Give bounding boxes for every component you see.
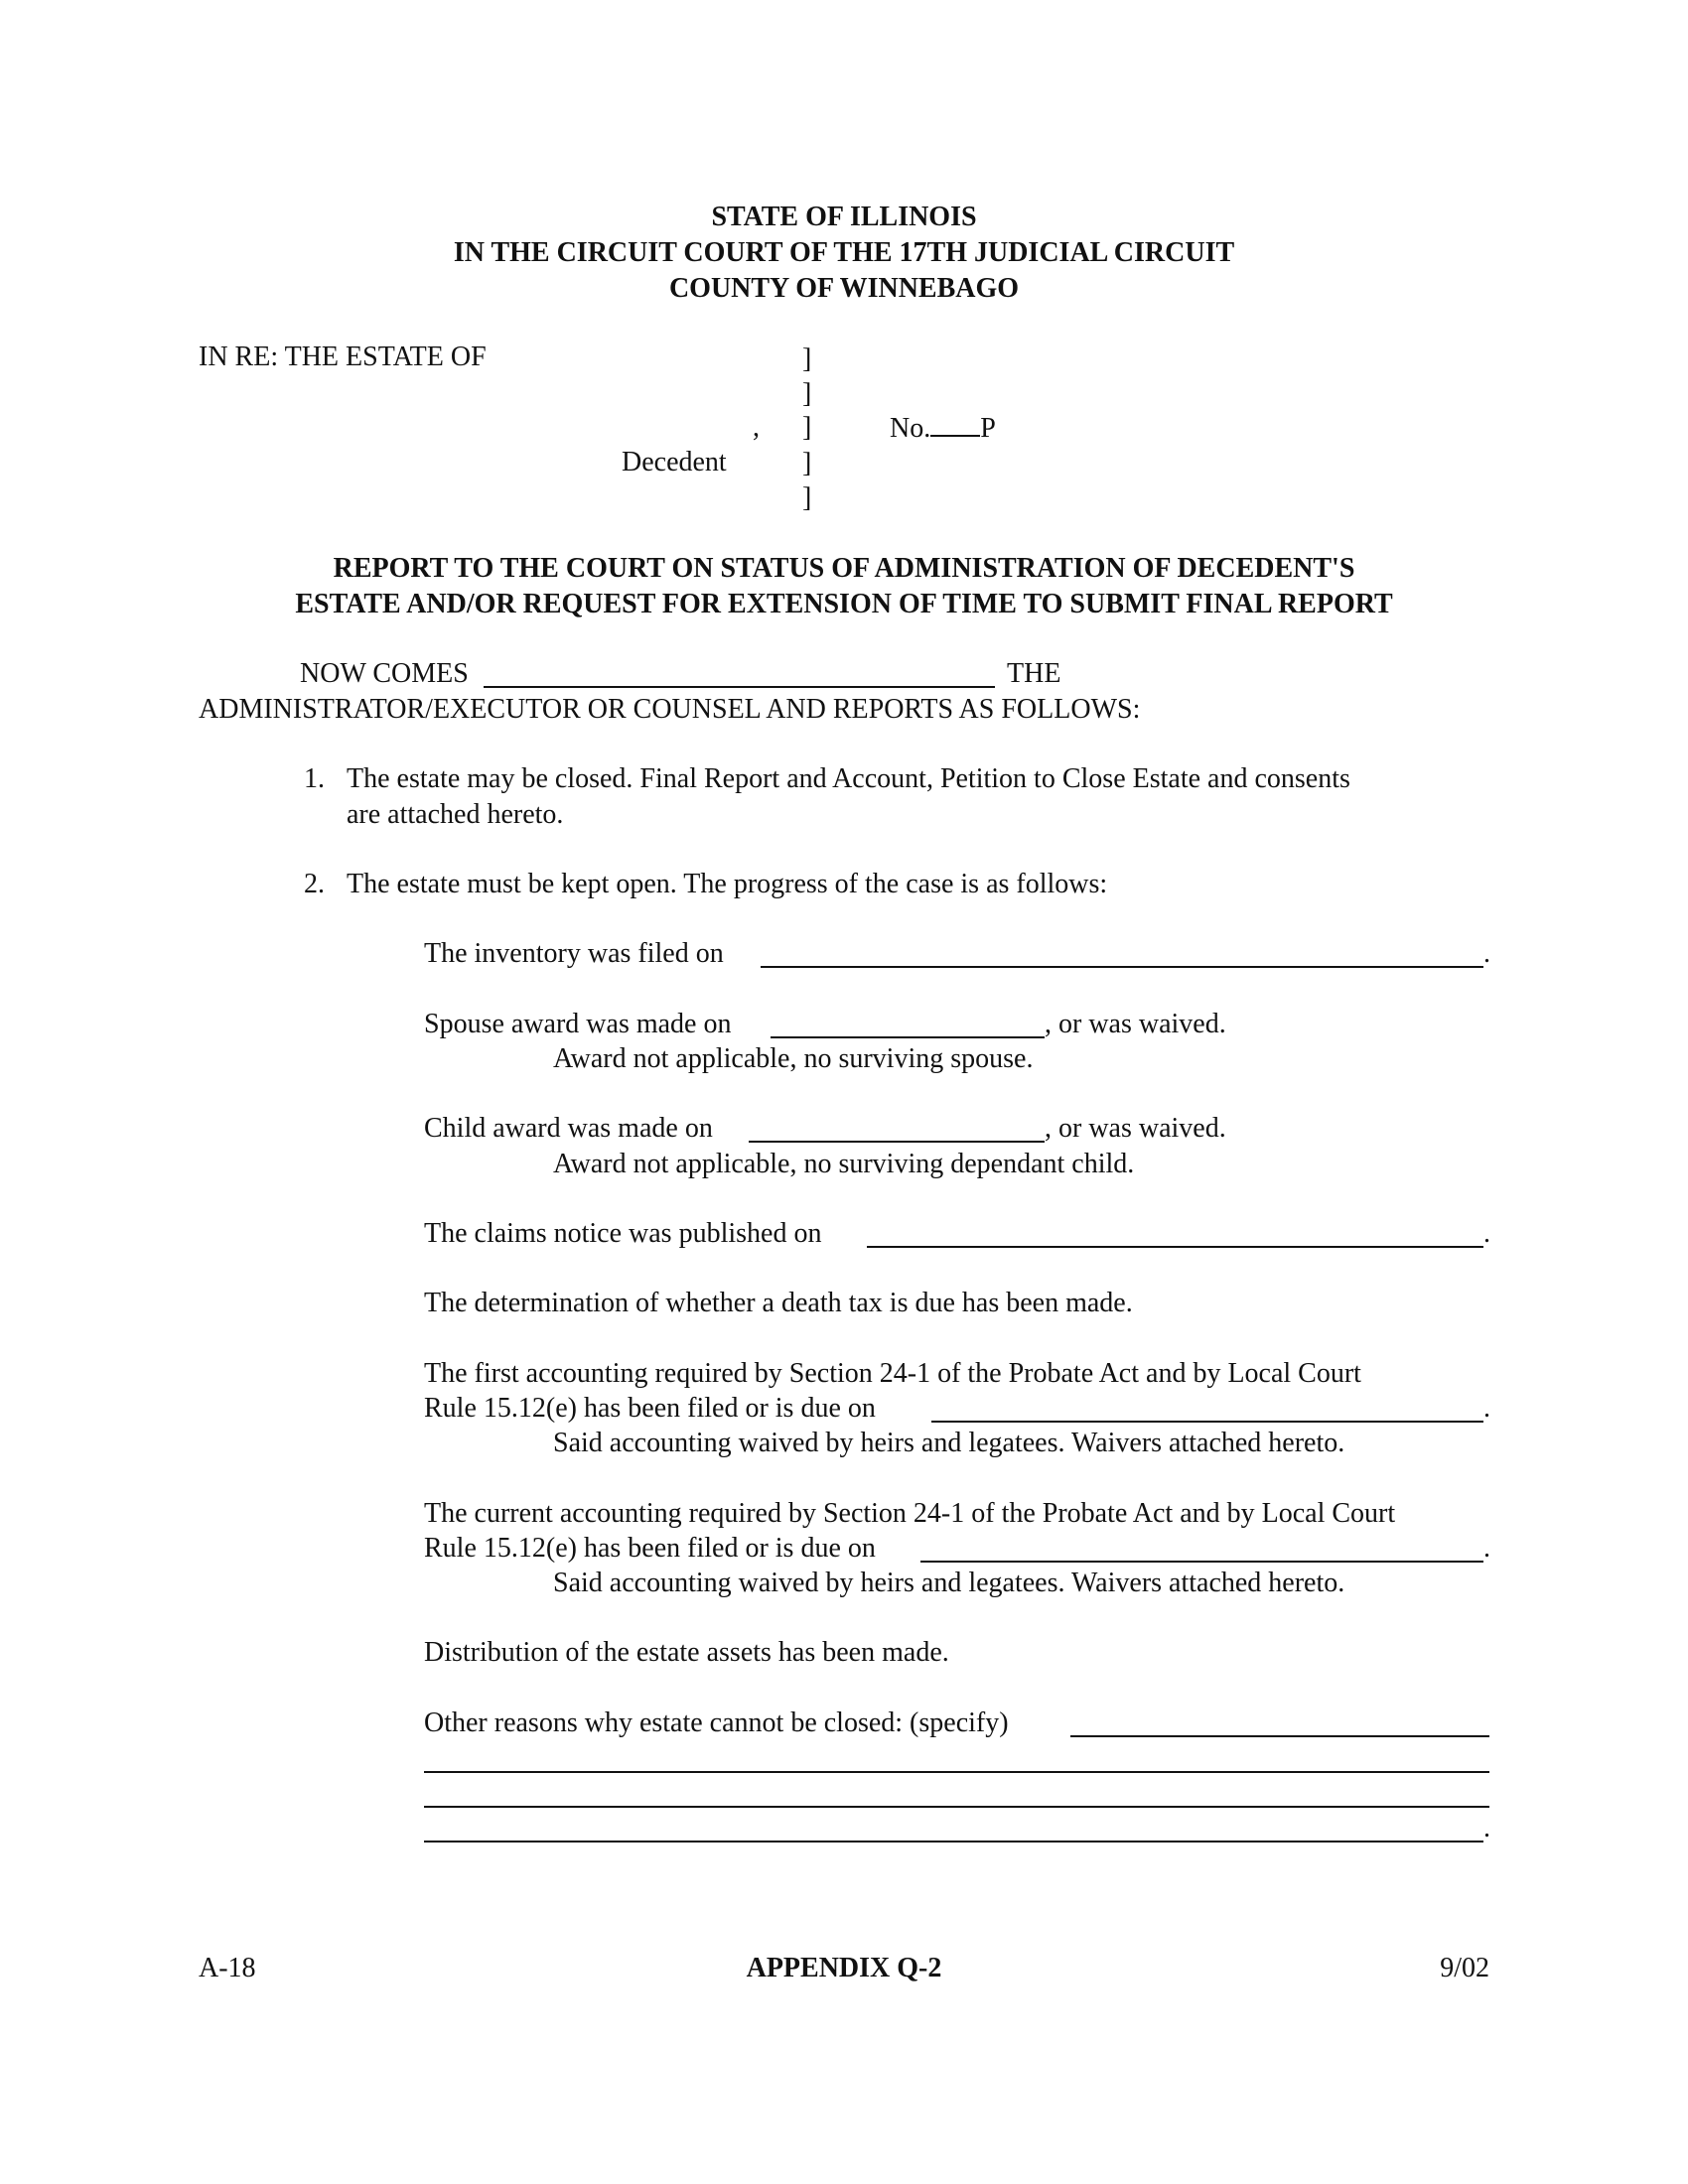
spouse-award-date-field[interactable] [771,1036,1045,1038]
bracket-4: ] [802,448,812,478]
item-2-number: 2. [304,869,325,899]
header-court: IN THE CIRCUIT COURT OF THE 17TH JUDICIAL CIRCUIT [453,237,1235,268]
death-tax-text: The determination of whether a death tax is due has been made. [424,1288,1133,1318]
bracket-5: ] [802,482,812,513]
other-reasons-field-4[interactable] [424,1841,1483,1843]
current-accounting-period: . [1483,1533,1490,1564]
title-line-2: ESTATE AND/OR REQUEST FOR EXTENSION OF TIME TO SUBMIT FINAL REPORT [295,589,1393,619]
footer-date: 9/02 [1440,1953,1489,1983]
spouse-or-waived: , or was waived. [1045,1009,1226,1039]
other-reasons-field-2[interactable] [424,1771,1489,1773]
child-award-label: Child award was made on [424,1113,713,1144]
distribution-text: Distribution of the estate assets has been made. [424,1637,949,1668]
case-number [890,411,996,446]
inventory-label: The inventory was filed on [424,938,724,969]
bracket-1: ] [802,343,812,374]
child-not-applicable: Award not applicable, no surviving dependant child. [553,1149,1135,1179]
other-reasons-label: Other reasons why estate cannot be closed: (specify) [424,1707,1009,1738]
now-comes-label: NOW COMES [300,658,469,689]
item-2-text: The estate must be kept open. The progress of the case is as follows: [347,869,1108,899]
decedent-label: Decedent [622,447,727,478]
current-accounting-line-2: Rule 15.12(e) has been filed or is due on [424,1533,876,1564]
in-re-label: IN RE: THE ESTATE OF [199,341,487,372]
the-label: THE [1007,658,1061,689]
first-accounting-period: . [1483,1393,1490,1424]
other-reasons-period: . [1483,1813,1490,1843]
item-1-number: 1. [304,763,325,794]
now-comes-field[interactable] [484,686,995,688]
footer-page-code: A-18 [199,1953,256,1983]
other-reasons-field-1[interactable] [1070,1735,1489,1737]
spouse-not-applicable: Award not applicable, no surviving spouse. [553,1043,1034,1074]
other-reasons-field-3[interactable] [424,1806,1489,1808]
child-award-date-field[interactable] [749,1141,1045,1143]
current-accounting-date-field[interactable] [920,1561,1483,1563]
child-or-waived: , or was waived. [1045,1113,1226,1144]
spouse-award-label: Spouse award was made on [424,1009,732,1039]
current-accounting-waived: Said accounting waived by heirs and legatees. Waivers attached hereto. [553,1568,1345,1598]
claims-notice-date-field[interactable] [867,1246,1483,1248]
item-1-line-1: The estate may be closed. Final Report and Account, Petition to Close Estate and consents [347,763,1350,794]
first-accounting-waived: Said accounting waived by heirs and legatees. Waivers attached hereto. [553,1428,1345,1458]
case-number-label: No. [890,413,931,444]
bracket-2: ] [802,378,812,409]
current-accounting-line-1: The current accounting required by Section 24-1 of the Probate Act and by Local Court [424,1498,1396,1529]
header-state: STATE OF ILLINOIS [711,202,977,232]
first-accounting-line-2: Rule 15.12(e) has been filed or is due on [424,1393,876,1424]
claims-notice-label: The claims notice was published on [424,1218,822,1249]
claims-period: . [1483,1218,1490,1249]
title-line-1: REPORT TO THE COURT ON STATUS OF ADMINISTRATION OF DECEDENT'S [333,553,1355,584]
case-number-field[interactable] [930,411,980,437]
first-accounting-date-field[interactable] [931,1421,1483,1423]
caption-comma: , [753,412,760,443]
inventory-period: . [1483,938,1490,969]
bracket-3: ] [802,412,812,443]
case-number-suffix: P [980,413,996,444]
footer-appendix: APPENDIX Q-2 [746,1953,942,1983]
first-accounting-line-1: The first accounting required by Section 24-1 of the Probate Act and by Local Court [424,1358,1361,1389]
item-1-line-2: are attached hereto. [347,799,564,830]
header-county: COUNTY OF WINNEBAGO [668,273,1020,304]
inventory-date-field[interactable] [761,966,1483,968]
intro-line-2: ADMINISTRATOR/EXECUTOR OR COUNSEL AND REPORTS AS FOLLOWS: [199,694,1141,725]
